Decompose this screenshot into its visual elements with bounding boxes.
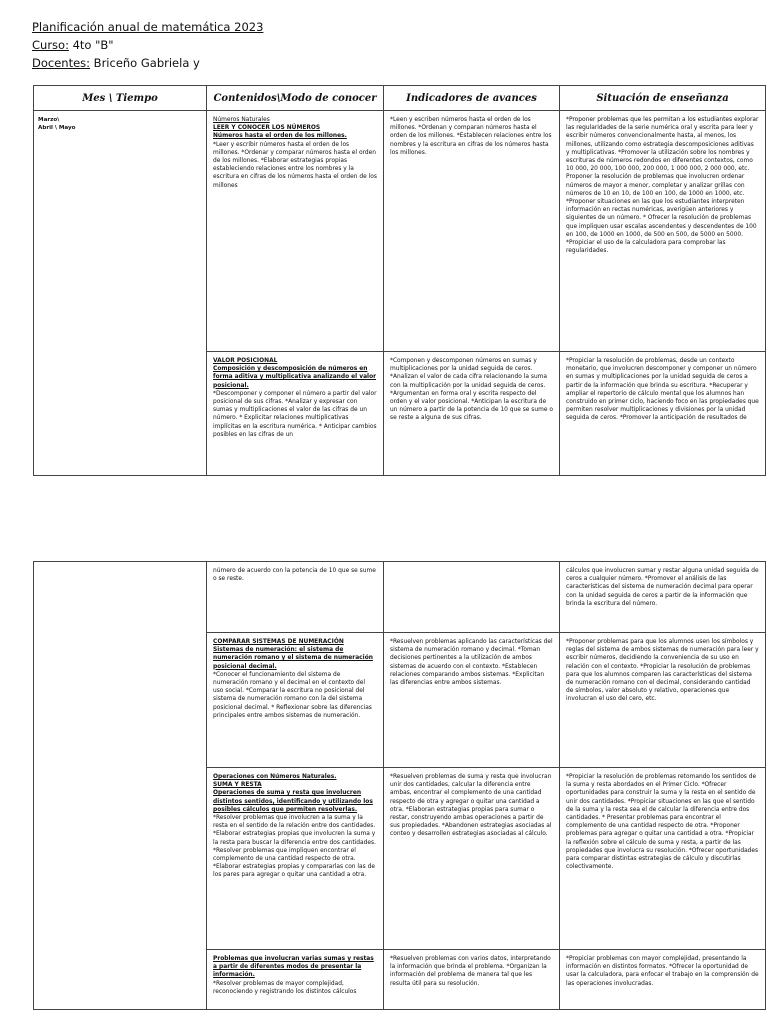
contents-text: número de acuerdo con la potencia de 10 que se sume o se reste. xyxy=(213,568,376,583)
indicators-cell xyxy=(384,633,560,768)
contents-subheading: Composición y descomposición de números en forma aditiva y multiplicativa analizando el valor posicional. xyxy=(213,366,377,389)
contents-heading: Problemas que involucran varias sumas y restas a partir de diferentes modos de presentar la información. xyxy=(213,956,374,979)
indicators-cell xyxy=(384,562,560,633)
contents-heading: Operaciones con Números Naturales. xyxy=(213,774,337,780)
indicators-text: *Resuelven problemas con varios datos, interpretando la información que brinda el problema. *Organizan la información del problema de manera tal que les resulta útil para su resolución. xyxy=(390,956,551,987)
contents-text: *Descomponer y componer el número a partir del valor posicional de sus cifras. *Analizar y expresar con sumas y multiplicaciones el valor de las cifras de un número. * Explicitar relaciones multiplicativas implícitas en la escritura numérica. * Anticipar cambios posibles en las cifras de un xyxy=(213,390,377,438)
situation-cell xyxy=(560,950,766,1010)
month-cell xyxy=(34,562,207,1010)
situation-text: *Propiciar problemas con mayor complejidad, presentando la información en distintos formatos. *Ofrecer la oportunidad de usar la calculadora, para enfocar el trabajo en la comprensión de las operaciones involucradas. xyxy=(566,956,759,987)
contents-text: *Leer y escribir números hasta el orden de los millones. *Ordenar y comparar números hasta el orden de los millones. *Elaborar estrategias propias estableciendo relaciones entre los nombres y la escritura en cifras de los números hasta el orden de los millones xyxy=(213,141,377,189)
contents-heading: COMPARAR SISTEMAS DE NUMERACIÓN xyxy=(213,639,344,645)
situation-text: *Proponer problemas que les permitan a los estudiantes explorar las regularidades de la serie numérica oral y escrita para leer y escribir números convencionalmente hasta, al menos, los millones, utilizando como estrategia descomposiciones aditivas y multiplicativas. *Promover la utilización sobre los nombres y escrituras de números redondos en diferentes contextos, como 10 000, 20 000, 100 000, 200 000, 1 000 000, 2 000 000, etc. Proponer la resolución de problemas que involucren ordenar números de mayor a menor, completar y analizar grillas con números de 10 en 10, de 100 en 100, de 1000 en 1000, etc. *Proponer situaciones en las que los estudiantes interpreten información en rectas numéricas, averigüen anteriores y siguientes de un número. * Ofrecer la resolución de problemas que impliquen usar escalas ascendentes y descendentes de 100 en 100, de 1000 en 1000, de 500 en 500, de 5000 en 5000. *Propiciar el uso de la calculadora para comprobar las regularidades. xyxy=(566,117,759,255)
contents-heading: LEER Y CONOCER LOS NÚMEROS xyxy=(213,125,321,132)
column-header-contents: Contenidos\Modo de conocer xyxy=(207,86,384,111)
situation-cell xyxy=(560,352,766,476)
contents-cell xyxy=(207,950,384,1010)
contents-cell xyxy=(207,111,384,352)
column-header-situation: Situación de enseñanza xyxy=(560,86,766,111)
month-line-2: Abril \ Mayo xyxy=(38,125,76,131)
situation-cell xyxy=(560,111,766,352)
contents-text: *Resolver problemas de mayor complejidad, reconociendo y registrando los distintos cálculos xyxy=(213,980,357,995)
planning-table-page-1 xyxy=(33,85,766,476)
teacher-value: Briceño Gabriela y xyxy=(90,56,200,70)
indicators-cell xyxy=(384,950,560,1010)
situation-cell xyxy=(560,768,766,950)
contents-cell xyxy=(207,562,384,633)
document-title: Planificación anual de matemática 2023 xyxy=(32,20,264,34)
situation-text: *Proponer problemas para que los alumnos usen los símbolos y reglas del sistema de ambos sistemas de numeración para leer y escribir números, decidiendo la conveniencia de su uso en relación con el contexto. *Propiciar la resolución de problemas para que los alumnos comparen las características del sistema de numeración romano con el decimal, considerando cantidad de símbolos, valor absoluto y relativo, operaciones que involucran el uso del cero, etc. xyxy=(566,639,759,703)
document-header xyxy=(32,18,263,72)
teacher-line xyxy=(32,54,263,72)
contents-heading-2: SUMA Y RESTA xyxy=(213,782,262,789)
course-label: Curso: xyxy=(32,38,69,52)
contents-text: *Conocer el funcionamiento del sistema de numeración romano y el decimal en el contexto del uso social. *Comparar la escritura no posicional del sistema de numeración romano con la del sistema posicional decimal. * Reflexionar sobre las diferencias principales entre ambos sistemas de numeración. xyxy=(213,671,372,719)
contents-subheading: Números hasta el orden de los millones. xyxy=(213,133,347,140)
month-line-1: Marzo\ xyxy=(38,117,60,123)
table-row xyxy=(34,562,766,633)
contents-title: Números Naturales xyxy=(213,117,270,123)
contents-cell xyxy=(207,768,384,950)
indicators-text: *Componen y descomponen números en sumas y multiplicaciones por la unidad seguida de ceros. *Analizan el valor de cada cifra relacionando la suma con la multiplicación por la unidad seguida de ceros. *Argumentan en forma oral y escrita respecto del orden y el valor posicional. *Anticipan la escritura de un número a partir de la potencia de 10 que se sume o se reste a alguna de sus cifras. xyxy=(390,358,553,422)
contents-subheading: Operaciones de suma y resta que involucren distintos sentidos, identificando y utilizando los posibles cálculos que permiten resolverlas. xyxy=(213,790,373,813)
month-cell xyxy=(34,111,207,476)
contents-subheading: Sistemas de numeración: el sistema de numeración romano y el sistema de numeración posicional decimal. xyxy=(213,647,373,670)
course-value: 4to "B" xyxy=(68,38,114,52)
contents-cell xyxy=(207,633,384,768)
indicators-text: *Resuelven problemas de suma y resta que involucran unir dos cantidades, calcular la diferencia entre ambas, encontrar el complemento de una cantidad respecto de otra y agregar o quitar una cantidad a otra. *Elaboran estrategias propias para sumar o restar, construyendo ambas operaciones a partir de sus propiedades. *Abandonen estrategias asociadas al conteo y desarrollen estrategias asociadas al cálculo. xyxy=(390,774,552,838)
teacher-label: Docentes: xyxy=(32,56,91,70)
indicators-text: *Resuelven problemas aplicando las características del sistema de numeración romano y decimal. *Toman decisiones pertinentes a la utilización de ambos sistemas de acuerdo con el contexto. *Establecen relaciones comparando ambos sistemas. *Explicitan las diferencias entre ambos sistemas. xyxy=(390,639,553,687)
planning-table-page-2 xyxy=(33,561,766,1010)
indicators-cell xyxy=(384,111,560,352)
column-header-month: Mes \ Tiempo xyxy=(34,86,207,111)
table-header-row xyxy=(34,86,766,111)
contents-heading: VALOR POSICIONAL xyxy=(213,358,278,364)
situation-text: cálculos que involucren sumar y restar alguna unidad seguida de ceros a cualquier número. *Promover el análisis de las características del sistema de numeración decimal para operar con la unidad seguida de ceros a partir de la información que brinda la escritura del número. xyxy=(566,568,759,607)
situation-text: *Propiciar la resolución de problemas, desde un contexto monetario, que involucren descomponer y componer un número en sumas y multiplicaciones por la unidad seguida de ceros a partir de la información que brinda su escritura. *Recuperar y ampliar el repertorio de cálculo mental que los alumnos han construido en primer ciclo, haciendo foco en las propiedades que permiten resolver multiplicaciones y divisiones por la unidad seguida de ceros. *Promover la anticipación de resultados de xyxy=(566,358,759,422)
indicators-text: *Leen y escriben números hasta el orden de los millones. *Ordenan y comparan números hasta el orden de los millones. *Establecen relaciones entre los nombres y la escritura en cifras de los números hasta los millones. xyxy=(390,117,552,156)
situation-text: *Propiciar la resolución de problemas retomando los sentidos de la suma y resta abordados en el Primer Ciclo. *Ofrecer oportunidades para construir la suma y la resta en el sentido de unir dos cantidades. *Propiciar situaciones en las que el sentido de la suma y la resta sea el de calcular la diferencia entre dos cantidades. * Presentar problemas para encontrar el complemento de una cantidad respecto de otra. *Proponer problemas para agregar o quitar una cantidad a otra. *Propiciar la reflexión sobre el cálculo de suma y resta, a partir de las propiedades que involucra su resolución. *Ofrecer oportunidades para comparar distintas estrategias de cálculo y discutirlas colectivamente. xyxy=(566,774,759,871)
indicators-cell xyxy=(384,352,560,476)
indicators-cell xyxy=(384,768,560,950)
contents-text: *Resolver problemas que involucren a la suma y la resta en el sentido de la relación entre dos cantidades. *Elaborar estrategias propias que involucren la suma y la resta para buscar la diferencia entre dos cantidades. *Resolver problemas que impliquen encontrar el complemento de una cantidad respecto de otra. *Elaborar estrategias propias y compararlas con las de los pares para agregar o quitar una cantidad a otra. xyxy=(213,815,376,879)
course-line xyxy=(32,36,263,54)
situation-cell xyxy=(560,633,766,768)
contents-cell xyxy=(207,352,384,476)
situation-cell xyxy=(560,562,766,633)
column-header-indicators: Indicadores de avances xyxy=(384,86,560,111)
table-row xyxy=(34,111,766,352)
